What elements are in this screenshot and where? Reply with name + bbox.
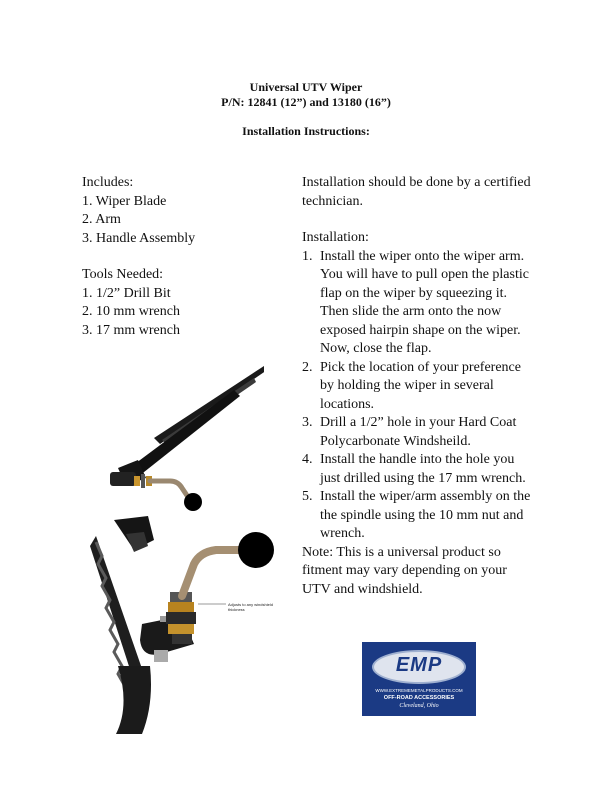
fitment-note: Note: This is a universal product so fitment may vary depending on your UTV and windshield. bbox=[302, 544, 507, 597]
document-title: Universal UTV Wiper bbox=[249, 80, 363, 94]
step-number: 3. bbox=[302, 415, 313, 430]
tools-heading: Tools Needed: bbox=[82, 267, 164, 282]
step-number: 1. bbox=[302, 248, 313, 264]
list-item bbox=[302, 414, 538, 451]
logo-url: WWW.EXTREMEMETALPRODUCTS.COM bbox=[375, 688, 463, 693]
step-text: Install the wiper onto the wiper arm. You will have to pull open the plastic flap on the wiper by squeezing it. Then slide the arm onto the now exposed hairpin shape on the wiper. Now, close the flap. bbox=[320, 248, 529, 356]
list-item: 3. Handle Assembly bbox=[82, 230, 196, 246]
left-column bbox=[82, 174, 282, 340]
logo-brand: EMP bbox=[395, 654, 443, 676]
step-text: Pick the location of your preference by holding the wiper in several locations. bbox=[320, 359, 521, 412]
handle-closeup-photo bbox=[90, 516, 290, 736]
emp-logo bbox=[362, 642, 476, 716]
list-item: 1. Wiper Blade bbox=[82, 193, 167, 209]
step-number: 5. bbox=[302, 489, 313, 504]
list-item bbox=[302, 359, 538, 415]
instructions-heading: Installation Instructions: bbox=[242, 124, 370, 138]
tools-list bbox=[82, 285, 282, 341]
step-text: Drill a 1/2” hole in your Hard Coat Polycarbonate Windsheild. bbox=[320, 415, 517, 449]
figure-caption: Adjusts to any windshield thickness bbox=[228, 602, 273, 612]
list-item bbox=[302, 451, 538, 488]
document-header bbox=[0, 80, 612, 139]
list-item bbox=[302, 488, 538, 544]
part-number: P/N: 12841 (12”) and 13180 (16”) bbox=[221, 95, 391, 109]
step-text: Install the wiper/arm assembly on the the spindle using the 10 mm nut and wrench. bbox=[320, 489, 531, 541]
installation-steps bbox=[302, 248, 538, 544]
installation-intro: Installation should be done by a certified technician. bbox=[302, 175, 531, 209]
list-item: 2. Arm bbox=[82, 212, 121, 227]
installation-heading: Installation: bbox=[302, 230, 369, 245]
list-item: 1. 1/2” Drill Bit bbox=[82, 285, 171, 301]
right-column bbox=[302, 174, 538, 599]
step-text: Install the handle into the hole you just drilled using the 17 mm wrench. bbox=[320, 452, 526, 486]
list-item: 3. 17 mm wrench bbox=[82, 322, 180, 338]
includes-list bbox=[82, 193, 282, 249]
list-item bbox=[302, 248, 538, 359]
step-number: 4. bbox=[302, 452, 313, 467]
logo-location: Cleveland, Ohio bbox=[399, 703, 439, 709]
step-number: 2. bbox=[302, 359, 313, 375]
includes-heading: Includes: bbox=[82, 175, 134, 190]
wiper-assembly-photo bbox=[104, 360, 264, 520]
list-item: 2. 10 mm wrench bbox=[82, 304, 180, 319]
logo-tagline: OFF-ROAD ACCESSORIES bbox=[383, 695, 455, 701]
